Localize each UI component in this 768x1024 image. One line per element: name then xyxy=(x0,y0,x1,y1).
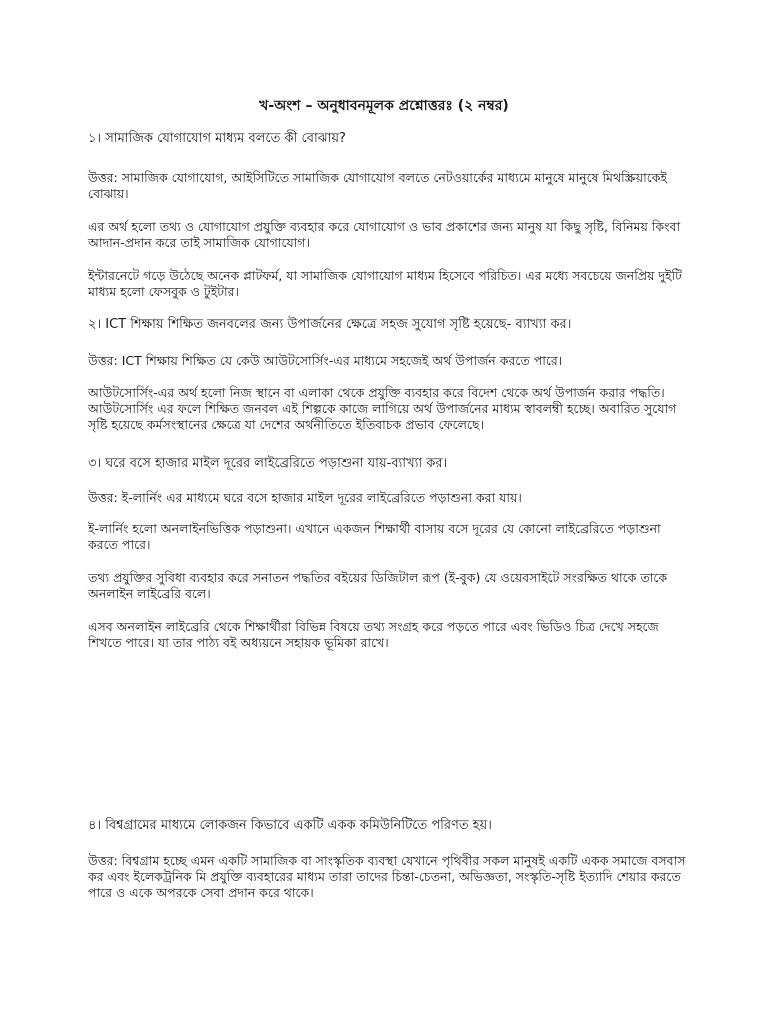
question-4: ৪। বিশ্বগ্রামের মাধ্যমে লোকজন কিভাবে একটি একক কমিউনিটিতে পরিণত হয়। xyxy=(88,818,492,833)
answer-2-paragraph-2: আউটসোর্সিং-এর অর্থ হলো নিজ স্থানে বা এলাকা থেকে প্রযুক্তি ব্যবহার করে বিদেশ থেকে অর্থ উপার্জন করার পদ্ধতি। আউটসোর্সিং এর ফলে শিক্ষিত জনবল এই শিল্পকে কাজে লাগিয়ে অর্থ উপার্জনের মাধ্যম স্বাবলম্বী হচ্ছে। অবারিত সুযোগ সৃষ্টি হয়েছে কর্মসংস্থানের ক্ষেত্রে যা দেশের অর্থনীতিতে ইতিবাচক প্রভাব ফেলেছে। xyxy=(88,385,677,432)
answer-3-paragraph-4: এসব অনলাইন লাইব্রেরি থেকে শিক্ষার্থীরা বিভিন্ন বিষয়ে তথ্য সংগ্রহ করে পড়তে পারে এবং ভিডিও চিত্র দেখে সহজে শিখতে পারে। যা তার পাঠ্য বই অধ্যয়নে সহায়ক ভূমিকা রাখে। xyxy=(88,619,659,650)
question-3: ৩। ঘরে বসে হাজার মাইল দূরের লাইব্রেরিতে পড়াশুনা যায়-ব্যাখ্যা কর। xyxy=(88,456,448,471)
answer-1-paragraph-2: এর অর্থ হলো তথ্য ও যোগাযোগ প্রযুক্তি ব্যবহার করে যোগাযোগ ও ভাব প্রকাশের জন্য মানুষ যা কিছু সৃষ্টি, বিনিময় কিংবা আদান-প্রদান করে তাই সামাজিক যোগাযোগ। xyxy=(88,219,681,250)
question-2: ২। ICT শিক্ষায় শিক্ষিত জনবলের জন্য উপার্জনের ক্ষেত্রে সহজ সুযোগ সৃষ্টি হয়েছে- ব্যাখ্যা কর। xyxy=(88,317,572,332)
page-title: খ-অংশ – অনুধাবনমূলক প্রশ্নোত্তরঃ (২ নম্বর) xyxy=(259,98,509,114)
answer-1-paragraph-1: উত্তর: সামাজিক যোগাযোগ, আইসিটিতে সামাজিক যোগাযোগ বলতে নেটওয়ার্কের মাধ্যমে মানুষে মানুষে মিথস্ক্রিয়াকেই বোঝায়। xyxy=(88,170,667,201)
question-1: ১। সামাজিক যোগাযোগ মাধ্যম বলতে কী বোঝায়? xyxy=(88,131,346,146)
answer-3-paragraph-2: ই-লার্নিং হলো অনলাইনভিত্তিক পড়াশুনা। এখানে একজন শিক্ষার্থী বাসায় বসে দূরের যে কোনো লাইব্রেরিতে পড়াশুনা করতে পারে। xyxy=(88,521,661,552)
answer-3-paragraph-1: উত্তর: ই-লার্নিং এর মাধ্যমে ঘরে বসে হাজার মাইল দূরের লাইব্রেরিতে পড়াশুনা করা যায়। xyxy=(88,490,522,505)
answer-2-paragraph-1: উত্তর: ICT শিক্ষায় শিক্ষিত যে কেউ আউটসোর্সিং-এর মাধ্যমে সহজেই অর্থ উপার্জন করতে পারে। xyxy=(88,353,563,368)
answer-1-paragraph-3: ইন্টারনেটে গড়ে উঠেছে অনেক প্লাটফর্ম, যা সামাজিক যোগাযোগ মাধ্যম হিসেবে পরিচিত। এর মধ্যে সবচেয়ে জনপ্রিয় দুইটি মাধ্যম হলো ফেসবুক ও টুইটার। xyxy=(88,268,682,299)
answer-3-paragraph-3: তথ্য প্রযুক্তির সুবিধা ব্যবহার করে সনাতন পদ্ধতির বইয়ের ডিজিটাল রূপ (ই-বুক) যে ওয়েবসাইটে সংরক্ষিত থাকে তাকে অনলাইন লাইব্রেরি বলে। xyxy=(88,570,668,601)
answer-4-paragraph-1: উত্তর: বিশ্বগ্রাম হচ্ছে এমন একটি সামাজিক বা সাংস্কৃতিক ব্যবস্থা যেখানে পৃথিবীর সকল মানুষই একটি একক সমাজে বসবাস কর এবং ইলেকট্রনিক মি প্রযুক্তি ব্যবহারের মাধ্যম তারা তাদের চিন্তা-চেতনা, অভিজ্ঞতা, সংস্কৃতি-সৃষ্টি ইত্যাদি শেয়ার করতে পারে ও একে অপরকে সেবা প্রদান করে থাকে। xyxy=(88,853,686,900)
